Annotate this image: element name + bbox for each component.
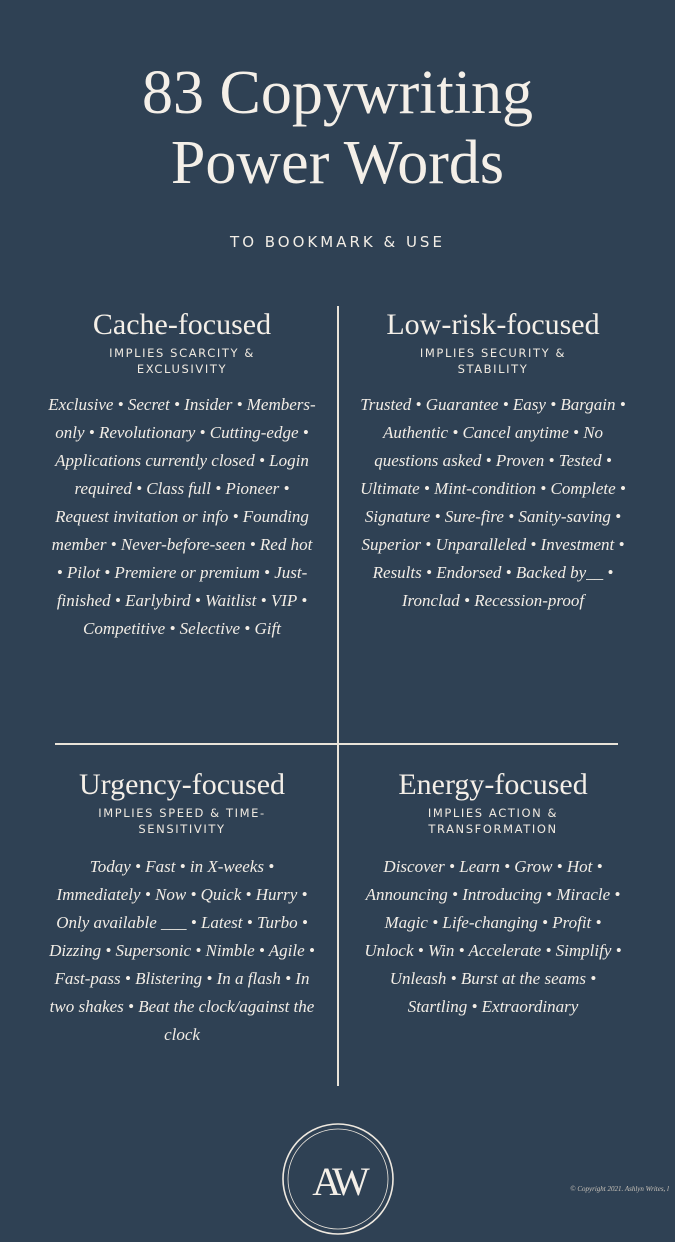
page-title xyxy=(0,58,675,198)
quadrant-cache-focused xyxy=(47,307,317,643)
quadrant-urgency-focused xyxy=(47,767,317,1049)
quadrant-heading: Energy-focused xyxy=(398,768,588,801)
quadrant-subheading: IMPLIES SCARCITY & EXCLUSIVITY xyxy=(109,346,255,376)
quadrant-subheading: IMPLIES SECURITY & STABILITY xyxy=(419,346,567,376)
quadrant-heading: Low-risk-focused xyxy=(386,308,600,341)
title-line-2: Power Words xyxy=(170,129,505,197)
horizontal-divider xyxy=(55,743,618,745)
vertical-divider xyxy=(337,306,339,1086)
quadrant-subheading: IMPLIES SPEED & TIME-SENSITIVITY xyxy=(98,806,266,836)
power-word-list: Exclusive • Secret • Insider • Members-only • Revolutionary • Cutting-edge • Applications currently closed • Login required • Class full • Pioneer • Request invitation or info • Founding member • Never-before-seen • Red hot • Pilot • Premiere or premium • Just-finished • Earlybird • Waitlist • VIP • Competitive • Selective • Gift xyxy=(48,395,316,638)
quadrant-energy-focused xyxy=(358,767,628,1021)
power-word-list: Discover • Learn • Grow • Hot • Announcing • Introducing • Miracle • Magic • Life-changing • Profit • Unlock • Win • Accelerate • Simplify • Unleash • Burst at the seams • Startling • Extraordinary xyxy=(364,857,622,1016)
quadrant-heading: Urgency-focused xyxy=(78,768,286,801)
quadrant-heading: Cache-focused xyxy=(92,308,272,341)
title-line-1: 83 Copywriting xyxy=(142,59,533,127)
monogram-logo-icon xyxy=(279,1120,397,1238)
page-subtitle: TO BOOKMARK & USE xyxy=(230,233,445,251)
logo-graphic xyxy=(279,1120,397,1238)
power-word-list: Today • Fast • in X-weeks • Immediately • Now • Quick • Hurry • Only available ___ • Latest • Turbo • Dizzing • Supersonic • Nimble • Agile • Fast-pass • Blistering • In a flash • In two shakes • Beat the clock/against the clock xyxy=(49,857,315,1044)
quadrant-low-risk-focused xyxy=(358,307,628,615)
power-word-list: Trusted • Guarantee • Easy • Bargain • Authentic • Cancel anytime • No questions asked • Proven • Tested • Ultimate • Mint-condition • Complete • Signature • Sure-fire • Sanity-saving • Superior • Unparalleled • Investment • Results • Endorsed • Backed by__ • Ironclad • Recession-proof xyxy=(360,395,626,610)
logo-monogram-text: AW xyxy=(312,1159,364,1204)
copyright-notice: © Copyright 2021. Ashlyn Writes, l xyxy=(570,1185,669,1193)
quadrant-subheading: IMPLIES ACTION & TRANSFORMATION xyxy=(427,806,559,836)
